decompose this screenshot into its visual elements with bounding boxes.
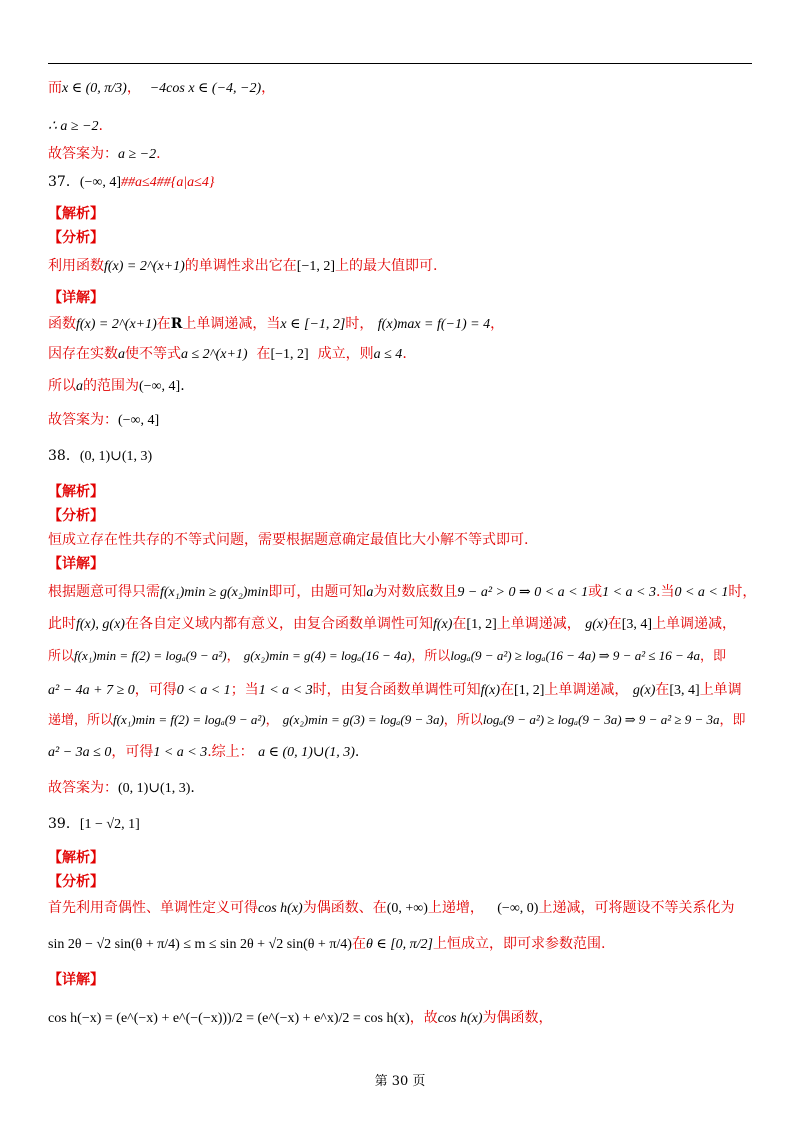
math-formula: 0 < a < 1 xyxy=(674,585,729,600)
math-formula: a xyxy=(118,347,125,362)
section-jiexi: 【解析】 xyxy=(48,850,104,866)
text-line: 恒成立存在性共存的不等式问题，需要根据题意确定最值比大小解不等式即可. xyxy=(48,532,529,548)
question-number: 37． xyxy=(48,174,80,190)
math-formula: [−1, 2] xyxy=(270,347,309,362)
section-fenxi: 【分析】 xyxy=(48,230,104,246)
text-run: 在 xyxy=(655,682,670,698)
text-run: 上单调递减，当 xyxy=(182,316,281,332)
math-formula: 1 < a < 3 xyxy=(258,683,313,698)
text-run: ，可得 xyxy=(111,744,154,760)
text-line xyxy=(48,1008,553,1029)
math-formula: g(x₂)min = g(3) = logₐ(9 − 3a) xyxy=(282,712,444,727)
text-line xyxy=(48,582,756,603)
math-formula: a ≤ 2^(x+1) xyxy=(181,347,248,362)
section-fenxi: 【分析】 xyxy=(48,508,104,524)
math-formula: f(x) xyxy=(432,617,453,632)
text-run: ， xyxy=(490,316,505,332)
text-run: ，故 xyxy=(409,1010,438,1026)
answer-label: 故答案为： xyxy=(48,146,118,162)
math-formula: ∴ a ≥ −2 xyxy=(48,119,99,134)
answer-label: 故答案为： xyxy=(48,780,118,796)
answer-line xyxy=(48,144,161,165)
text-run: 首先利用奇偶性、单调性定义可得 xyxy=(48,900,258,916)
math-formula: logₐ(9 − a²) ≥ logₐ(16 − 4a) ⇒ 9 − a² ≤ 16 − 4a xyxy=(450,648,701,663)
text-run: . xyxy=(354,744,360,760)
math-formula: f(x), g(x) xyxy=(76,617,125,632)
math-formula: [3, 4] xyxy=(669,683,700,698)
text-run: . xyxy=(190,780,195,796)
text-run: ，所以 xyxy=(443,713,483,728)
math-formula: f(x₁)min = f(2) = logₐ(9 − a²) xyxy=(113,712,266,727)
math-formula: [3, 4] xyxy=(621,617,653,632)
text-line xyxy=(48,680,742,701)
section-jiexi: 【解析】 xyxy=(48,484,104,500)
math-formula: [−1, 2] xyxy=(296,259,336,274)
text-run: 因存在实数 xyxy=(48,346,118,362)
section-xiangjie: 【详解】 xyxy=(48,972,104,988)
math-formula: f(x₁)min = f(2) = logₐ(9 − a²) xyxy=(74,648,227,663)
text-run: 递增，所以 xyxy=(48,713,114,728)
text-run: ，所以 xyxy=(411,649,451,664)
text-run: 在 xyxy=(256,346,271,362)
math-formula: cos h(−x) = (e^(−x) + e^(−(−x)))/2 = (e^(−x) + e^x)/2 = cos h(x) xyxy=(48,1011,410,1026)
math-formula: −4cos x ∈ (−4, −2) xyxy=(149,81,262,96)
text-run: 使不等式 xyxy=(125,346,181,362)
math-symbol: R xyxy=(170,316,183,332)
section-jiexi: 【解析】 xyxy=(48,206,104,222)
question-39-heading xyxy=(48,814,140,835)
math-formula: f(x)max = f(−1) = 4 xyxy=(377,317,491,332)
text-run: 为偶函数， xyxy=(482,1010,553,1026)
text-line xyxy=(48,256,437,277)
math-formula: [1, 2] xyxy=(466,617,497,632)
text-run: .综上： xyxy=(207,744,254,760)
text-run: ，即 xyxy=(719,713,746,728)
text-run: 函数 xyxy=(48,316,76,332)
math-formula: sin 2θ − √2 sin(θ + π/4) ≤ m ≤ sin 2θ + √2 sin(θ + π/4) xyxy=(48,937,352,952)
text-run: ，即 xyxy=(700,649,727,664)
math-formula: f(x) xyxy=(480,683,501,698)
answer-formula: (−∞, 4] xyxy=(79,175,122,190)
text-run: ， xyxy=(226,649,240,664)
math-formula: g(x) xyxy=(585,617,608,632)
text-run: . xyxy=(180,378,185,394)
text-line xyxy=(48,898,734,919)
math-formula: g(x) xyxy=(632,683,656,698)
text-run: 在 xyxy=(607,616,622,632)
math-formula: f(x) = 2^(x+1) xyxy=(104,259,185,274)
text-run: . xyxy=(156,146,161,162)
question-number: 38． xyxy=(48,448,80,464)
text-run: 利用函数 xyxy=(48,258,104,274)
math-formula: 1 < a < 3 xyxy=(602,585,657,600)
text-run: 的单调性求出它在 xyxy=(184,258,297,274)
math-formula: [1, 2] xyxy=(514,683,545,698)
text-run: 为偶函数、在 xyxy=(302,900,387,916)
text-run: . xyxy=(98,118,103,134)
text-line xyxy=(48,742,359,763)
text-run: 的范围为 xyxy=(83,378,139,394)
math-formula: x ∈ [−1, 2] xyxy=(280,317,346,332)
text-run: 上单调递减， xyxy=(652,616,737,632)
math-formula: (−∞, 4] xyxy=(139,379,181,394)
text-line xyxy=(48,314,504,335)
text-run: 在 xyxy=(351,936,366,952)
math-formula: 9 − a² > 0 ⇒ 0 < a < 1 xyxy=(457,585,589,600)
text-run: 为对数底数且 xyxy=(373,584,458,600)
math-symbol: a xyxy=(76,379,83,394)
answer-line xyxy=(48,410,159,431)
text-line xyxy=(48,646,726,667)
text-run: 所以 xyxy=(48,649,75,664)
math-formula: a ≥ −2 xyxy=(118,147,157,162)
text-line xyxy=(48,710,746,731)
math-formula: (0, 1)∪(1, 3) xyxy=(118,781,191,796)
math-formula: (0, +∞) xyxy=(386,901,428,916)
text-run: 在各自定义域内都有意义，由复合函数单调性可知 xyxy=(124,616,433,632)
math-formula: a² − 3a ≤ 0 xyxy=(48,745,112,760)
text-line xyxy=(48,614,736,635)
text-run: ， xyxy=(126,80,141,96)
text-line xyxy=(48,376,185,397)
math-formula: (−∞, 4] xyxy=(118,413,160,428)
text-run: . xyxy=(402,346,407,362)
header-rule xyxy=(48,63,752,64)
math-symbol: a xyxy=(366,585,374,600)
text-run: 上单调递减， xyxy=(544,682,629,698)
text-run: 时， xyxy=(728,584,757,600)
text-run: 在 xyxy=(500,682,515,698)
text-run: ， xyxy=(265,713,279,728)
math-formula: θ ∈ [0, π/2] xyxy=(365,937,433,952)
answer-label: 故答案为： xyxy=(48,412,118,428)
text-run: 上的最大值即可. xyxy=(335,258,438,274)
answer-formula: (0, 1)∪(1, 3) xyxy=(79,449,153,464)
math-formula: f(x₁)min ≥ g(x₂)min xyxy=(160,585,269,600)
text-run: 即可，由题可知 xyxy=(268,584,367,600)
text-run: 上恒成立，即可求参数范围. xyxy=(433,936,606,952)
text-run: ；当 xyxy=(230,682,259,698)
text-line xyxy=(48,934,605,955)
text-line xyxy=(48,116,103,137)
math-formula: x ∈ (0, π/3) xyxy=(62,81,127,96)
text-run: 成立，则 xyxy=(317,346,374,362)
math-formula: (−∞, 0) xyxy=(497,901,539,916)
page-number-footer: 第 30 页 xyxy=(374,1074,426,1089)
math-formula: a ≤ 4 xyxy=(373,347,403,362)
answer-line xyxy=(48,778,195,799)
text-run: 在 xyxy=(452,616,467,632)
text-run: ，可得 xyxy=(134,682,177,698)
text-run: 此时 xyxy=(48,616,76,632)
text-run: 上递增， xyxy=(427,900,484,916)
math-formula: a ∈ (0, 1)∪(1, 3) xyxy=(258,745,355,760)
text-run: 时， xyxy=(345,316,374,332)
math-formula: 1 < a < 3 xyxy=(153,745,208,760)
text-run: ， xyxy=(261,80,276,96)
question-number: 39． xyxy=(48,816,80,832)
math-formula: g(x₂)min = g(4) = logₐ(16 − 4a) xyxy=(243,648,412,663)
text-run: 或 xyxy=(588,584,603,600)
text-line xyxy=(48,78,275,99)
math-formula: 0 < a < 1 xyxy=(176,683,231,698)
math-formula: cos h(x) xyxy=(258,901,303,916)
section-xiangjie: 【详解】 xyxy=(48,556,104,572)
text-run: 上递减，可将题设不等关系化为 xyxy=(538,900,735,916)
text-run: 在 xyxy=(156,316,171,332)
section-fenxi: 【分析】 xyxy=(48,874,104,890)
text-run: 所以 xyxy=(48,378,76,394)
text-run: 时，由复合函数单调性可知 xyxy=(312,682,481,698)
section-xiangjie: 【详解】 xyxy=(48,290,104,306)
math-formula: a² − 4a + 7 ≥ 0 xyxy=(48,683,135,698)
text-run: 上单调 xyxy=(699,682,742,698)
text-line xyxy=(48,344,407,365)
text-run: .当 xyxy=(656,584,675,600)
math-formula: cos h(x) xyxy=(437,1011,483,1026)
question-38-heading xyxy=(48,446,152,467)
question-37-heading xyxy=(48,172,214,193)
text-run: 而 xyxy=(48,80,62,96)
text-run: 根据题意可得只需 xyxy=(48,584,160,600)
answer-formula: [1 − √2, 1] xyxy=(79,817,140,832)
math-formula: logₐ(9 − a²) ≥ logₐ(9 − 3a) ⇒ 9 − a² ≥ 9 − 3a xyxy=(482,712,720,727)
answer-alternatives: ##a≤4##{a|a≤4} xyxy=(121,175,215,190)
text-run: 上单调递减， xyxy=(496,616,581,632)
math-formula: f(x) = 2^(x+1) xyxy=(76,317,157,332)
